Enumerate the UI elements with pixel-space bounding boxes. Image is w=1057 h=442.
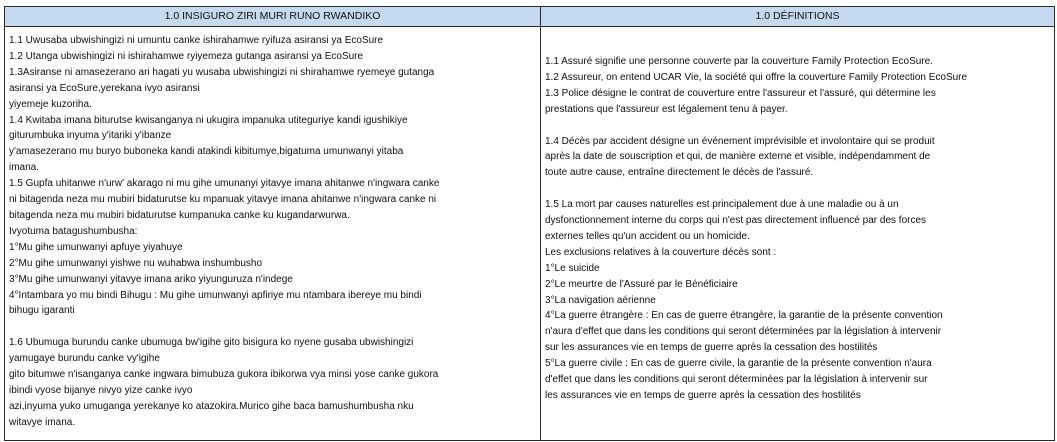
definitions-table	[4, 6, 1055, 441]
text-line: bitagenda neza mu mubiri bidaturutse kumpanuka canke ku kugandarwurwa.	[9, 209, 350, 221]
text-line: 3°La navigation aérienne	[545, 294, 656, 306]
text-line: 1°Mu gihe umunwanyi apfuye yiyahuye	[9, 241, 183, 253]
text-line: gito bitumwe n'isanganya canke ingwara bimubuza gukora ibikorwa vya minsi yose canke gukora	[9, 369, 439, 381]
text-line: asiransi ya EcoSure,yerekana ivyo asiransi	[9, 82, 200, 94]
text-line: yamugaye burundu canke vy'igihe	[9, 353, 160, 365]
text-line: bihugu igaranti	[9, 305, 75, 317]
text-line: giturumbuka inyuma y'itariki y'ibanze	[9, 130, 172, 142]
text-line: 1.4 Décès par accident désigne un événement imprévisible et involontaire qui se produit	[545, 135, 935, 147]
left-header-cell[interactable]: 1.0 INSIGURO ZIRI MURI RUNO RWANDIKO	[5, 7, 541, 27]
text-line: sur les assurances vie en temps de guerre après la cessation des hostilités	[545, 342, 878, 354]
right-content-cell[interactable]	[541, 27, 1055, 441]
text-line: n'aura d'effet que dans les conditions qui seront déterminées par la législation à intervenir	[545, 326, 942, 338]
text-line: externes telles qu'un accident ou un homicide.	[545, 230, 750, 242]
text-line: 1.2 Assureur, on entend UCAR Vie, la société qui offre la couverture Family Protection EcoSure	[545, 71, 968, 83]
text-line: 2°Mu gihe umunwanyi yishwe nu wuhabwa inshumbusho	[9, 257, 263, 269]
text-line: 4°La guerre étrangère : En cas de guerre étrangère, la garantie de la présente convention	[545, 310, 943, 322]
header-row	[5, 7, 1055, 27]
text-line: 4°Intambara yo mu bindi Bihugu : Mu gihe umunwanyi apfiriye mu ntambara ibereye mu bindi	[9, 289, 422, 301]
text-line: les assurances vie en temps de guerre après la cessation des hostilités	[545, 390, 861, 401]
text-line: 1.2 Utanga ubwishingizi ni ishirahamwe ryiyemeza gutanga asiransi ya EcoSure	[9, 50, 364, 62]
text-line: 1.3 Police désigne le contrat de couverture entre l'assureur et l'assuré, qui détermine les	[545, 87, 936, 99]
text-line: toute autre cause, entraîne directement le décès de l'assuré.	[545, 167, 814, 179]
text-line: d'effet que dans les conditions qui seront déterminées par la législation à intervenir sur	[545, 374, 928, 386]
text-line: dysfonctionnement interne du corps qui n'est pas directement influencé par des forces	[545, 215, 927, 227]
text-line: 1.5 Gupfa uhitanwe n'urw' akarago ni mu gihe umunanyi yitavye imana ahitanwe n'ingwara canke	[9, 178, 440, 190]
text-line: Ivyotuma batagushumbusha:	[9, 225, 138, 237]
text-line: ibindi vyose bijanye nivyo yize canke ivyo	[9, 384, 193, 396]
text-line: 5°La guerre civile : En cas de guerre civile, la garantie de la présente convention n'aura	[545, 358, 932, 370]
text-line: 1.1 Assuré signifie une personne couverte par la couverture Family Protection EcoSure.	[545, 56, 933, 67]
text-line: 1.4 Kwitaba imana biturutse kwisanganya ni ukugira impanuka utiteguriye kandi igushikiye	[9, 114, 408, 126]
text-line: 1.1 Uwusaba ubwishingizi ni umuntu canke ishirahamwe ryifuza asiransi ya EcoSure	[9, 35, 384, 46]
text-line	[9, 319, 536, 335]
text-line: après la date de souscription et qui, de manière externe et visible, indépendamment de	[545, 151, 931, 163]
text-line: prestations que l'assureur est légalement tenu à payer.	[545, 103, 788, 115]
text-line	[545, 118, 1050, 134]
text-line: 1.6 Ubumuga burundu canke ubumuga bw'igihe gito bisigura ko nyene gusaba ubwishingizi	[9, 337, 414, 349]
text-line: y'amasezerano mu buryo buboneka kandi atakindi kibitumye,bigatuma umunwanyi yitaba	[9, 146, 404, 158]
text-line	[545, 181, 1050, 197]
left-content-cell[interactable]	[5, 27, 541, 441]
text-line: 1.3Asiranse ni amasezerano ari hagati yu wusaba ubwishingizi ni shirahamwe ryemeye gutanga	[9, 66, 435, 78]
text-line: ni bitagenda neza mu mubiri bidaturutse ku mpanuak yitavye imana ahitanwe n'ingwara canke ni	[9, 194, 437, 206]
text-line: 2°Le meurtre de l'Assuré par le Bénéficiaire	[545, 278, 738, 290]
french-definitions-text	[541, 27, 1054, 404]
content-row	[5, 27, 1055, 441]
text-line: imana.	[9, 162, 40, 174]
text-line: 3°Mu gihe umunwanyi yitavye imana ariko yiyunguruza n'indege	[9, 273, 293, 285]
text-line: yiyemeje kuzoriha.	[9, 98, 92, 110]
kirundi-definitions-text	[5, 27, 540, 431]
text-line: 1.5 La mort par causes naturelles est principalement due à une maladie ou à un	[545, 199, 899, 211]
text-line: Les exclusions relatives à la couverture décès sont :	[545, 246, 777, 258]
text-line: witavye imana.	[9, 416, 76, 428]
text-line: azi,inyuma yuko umuganga yerekanye ko atazokira.Murico gihe baca bamushumbusha nku	[9, 400, 414, 412]
right-header-cell[interactable]: 1.0 DÉFINITIONS	[541, 7, 1055, 27]
text-line: 1°Le suicide	[545, 262, 600, 274]
